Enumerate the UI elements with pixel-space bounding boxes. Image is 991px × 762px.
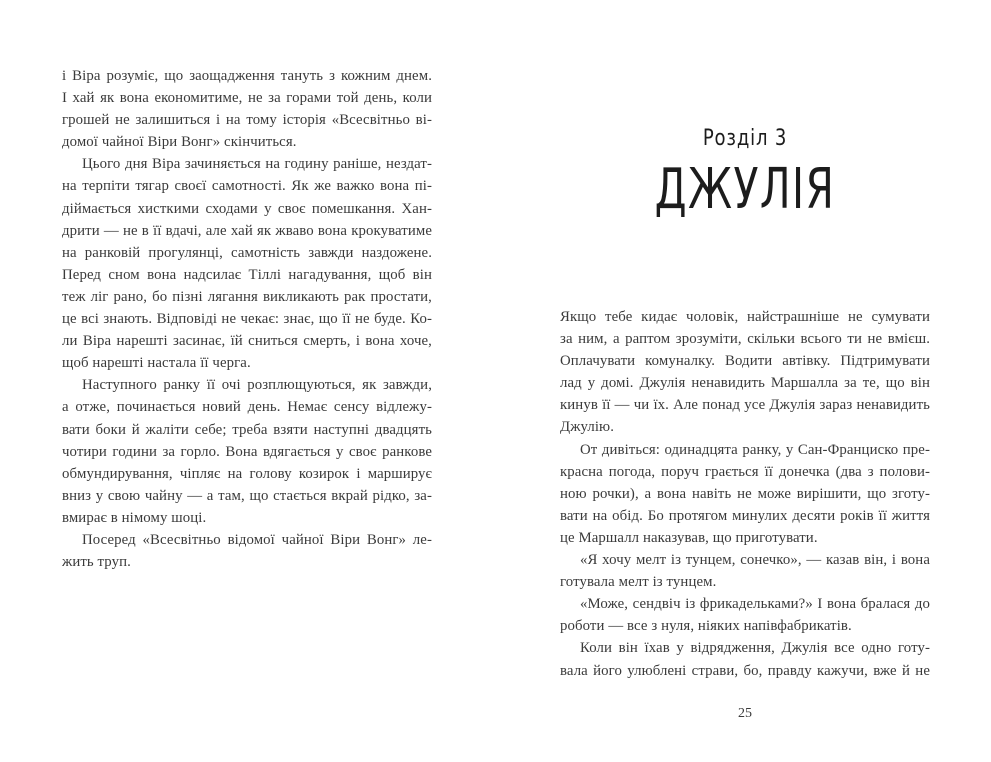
text-line: це Маршалл наказував, що приготувати. — [560, 529, 818, 546]
text-line: діймається хисткими сходами у своє помешкання. Хан- — [62, 200, 432, 217]
text-line: готувала мелт із тунцем. — [560, 574, 717, 591]
text-line: вмирає в німому шоці. — [62, 509, 207, 526]
text-line: Оплачувати комуналку. Водити автівку. Підтримувати — [560, 353, 930, 370]
text-line: дрити — не в її вдачі, але хай як жваво вона крокуватиме — [62, 222, 432, 239]
text-line: жить труп. — [62, 554, 131, 571]
text-line: роботи — все з нуля, ніяких напівфабрикатів. — [560, 618, 852, 635]
text-line: на терпіти тягар своєї самотності. Як же важко вона пі- — [62, 178, 432, 195]
text-line: це всі знають. Відповіді не чекає: знає, що її не буде. Ко- — [62, 311, 432, 328]
text-line: вниз у свою чайну — а там, що стається вкрай рідко, за- — [62, 487, 432, 504]
page-number: 25 — [738, 706, 752, 721]
text-line: Якщо тебе кидає чоловік, найстрашніше не сумувати — [560, 309, 930, 325]
text-line: «Може, сендвіч із фрикадельками?» І вона бралася до — [580, 596, 930, 613]
text-line: домої чайної Віри Вонг» скінчиться. — [62, 134, 297, 151]
text-line: Перед сном вона надсилає Тіллі нагадування, щоб він — [62, 266, 432, 283]
text-line: теж ліг рано, бо пізні лягання викликають рак простати, — [62, 288, 432, 305]
text-line: а отже, починається новий день. Немає сенсу відлежу- — [62, 399, 432, 416]
text-line: кинув її — чи їх. Але понад усе Джулія зараз ненавидить — [560, 397, 930, 414]
text-line: чотири години за горло. Вона вдягається у своє ранкове — [62, 443, 432, 460]
text-line: ною рочки), а вона навіть не може вирішити, що зготу- — [560, 485, 930, 502]
text-line: вати на обід. Бо протягом минулих десяти років її життя — [560, 507, 930, 524]
text-line: вати боки й жаліти себе; треба взяти наступні двадцять — [62, 421, 432, 438]
text-line: От дивіться: одинадцята ранку, у Сан-Франциско пре- — [580, 441, 930, 458]
text-line: красна погода, поруч грається її донечка (два з полови- — [560, 463, 930, 480]
text-line: Наступного ранку її очі розплющуються, як завжди, — [82, 377, 432, 394]
left-page-text — [62, 65, 432, 573]
text-line: Посеред «Всесвітньо відомої чайної Віри Вонг» ле- — [82, 531, 432, 548]
chapter-number: Розділ 3 — [702, 126, 788, 151]
text-line: за ним, а раптом зрозуміти, скільки всього ти не вмієш. — [560, 331, 930, 348]
text-line: вала його улюблені страви, бо, правду кажучи, вже й не — [560, 662, 930, 679]
text-line: на ранковій прогулянці, самотність завжди наздожене. — [62, 244, 432, 261]
text-line: і Віра розуміє, що заощадження тануть з кожним днем. — [62, 68, 432, 84]
text-line: Джулію. — [560, 419, 615, 436]
text-line: грошей не залишиться і на тому історія «Всесвітньо ві- — [62, 112, 432, 129]
chapter-title: ДЖУЛІЯ — [654, 157, 836, 222]
text-line: Коли він їхав у відрядження, Джулія все одно готу- — [580, 640, 930, 657]
text-line: ли Віра нарешті засинає, їй сниться смерть, і вона хоче, — [62, 333, 432, 350]
text-line: щоб нарешті настала її черга. — [62, 355, 251, 372]
text-line: «Я хочу мелт із тунцем, сонечко», — казав він, і вона — [580, 552, 930, 569]
text-line: Цього дня Віра зачиняється на годину раніше, нездат- — [82, 156, 432, 173]
right-page-text — [560, 306, 930, 682]
text-line: І хай як вона економитиме, не за горами той день, коли — [62, 90, 432, 107]
text-line: обмундирування, чіпляє на голову козирок і марширує — [62, 465, 432, 482]
text-line: лад у домі. Джулія ненавидить Маршалла за те, що він — [560, 375, 930, 392]
